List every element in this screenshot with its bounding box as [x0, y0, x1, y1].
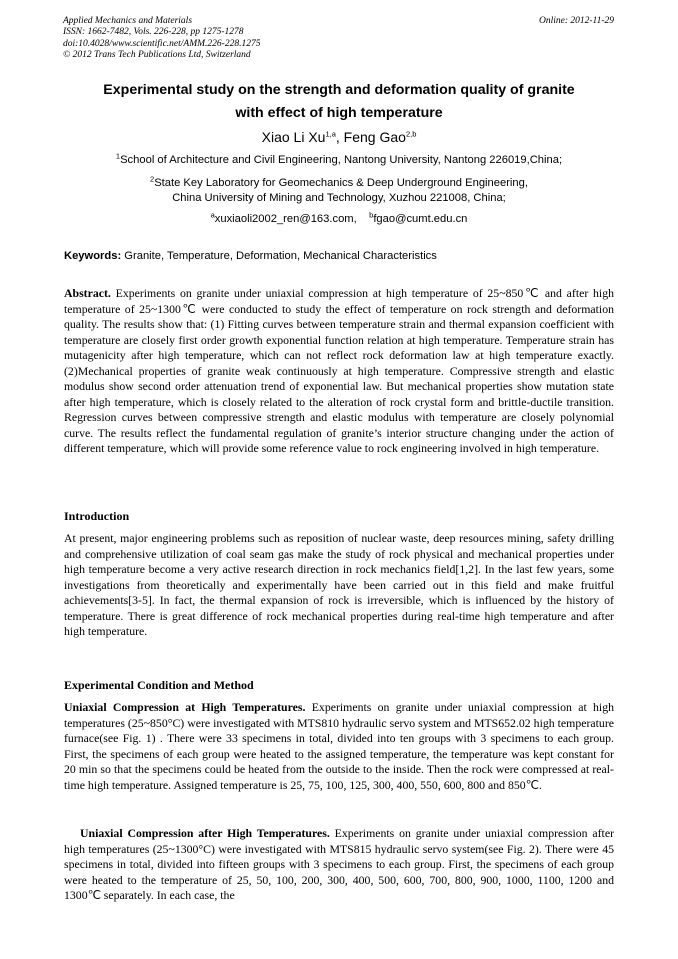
affiliation-1-sup: 1: [115, 151, 121, 161]
affiliation-2-sup: 2: [150, 174, 155, 184]
email-a-sup: a: [210, 210, 215, 220]
affiliation-2: [0, 176, 678, 206]
abstract: [64, 286, 614, 457]
method-paragraph-1: [64, 700, 614, 793]
abstract-label: Abstract.: [64, 286, 111, 300]
method-heading: Experimental Condition and Method: [64, 678, 254, 692]
journal-header: [63, 16, 260, 62]
author-2-name: Feng Gao: [343, 129, 406, 145]
paper-title: [50, 79, 628, 125]
introduction-heading: Introduction: [64, 509, 130, 523]
author-1-name: Xiao Li Xu: [261, 129, 326, 145]
introduction-text: At present, major engineering problems such as reposition of nuclear waste, deep resources mining, safety drilling and comprehensive utilization of coal seam gas make the study of rock physical and mechanical properties under high temperature become a very active research direction in rock mechanics field[1,2]. In the last few years, some investigations from theoretically and experimentally have been carried out in this field and make fruitful achievements[3-5]. In fact, the thermal expansion of rock is irreversible, which is influenced by the history of temperature. There is great difference of rock mechanical properties during real-time high temperature and after high temperature.: [64, 531, 614, 639]
email-a: xuxiaoli2002_ren@163.com,: [214, 213, 357, 225]
method-paragraph-2: [64, 826, 614, 904]
keywords-label: Keywords:: [64, 250, 122, 262]
author-2-sup: 2,b: [405, 129, 417, 139]
abstract-text: Experiments on granite under uniaxial compression at high temperature of 25~850℃ and after high temperature of 25~1300℃ were conducted to study the effect of temperature on rock strength and deformation quality. The results show that: (1) Fitting curves between temperature strain and thermal expansion coefficient with temperature are closely first order growth exponential function relation at high temperature. Temperature strain has mutagenicity after high temperature, which can not reflect rock deformation law at high temperature exactly. (2)Mechanical properties of granite weak continuously at high temperature. Compressive strength and elastic modulus show second order attenuation trend of exponential law. But mechanical properties show mutation state after high temperature, which is closely related to the alteration of rock crystal form and brittle-ductile transition. Regression curves between compressive strength and elastic modulus with temperature are closely polynomial curve. The results reflect the fundamental regulation of granite’s interior structure changing under the action of different temperature, which will provide some reference value to rock engineering involved in high temperature.: [64, 286, 614, 456]
email-b: fgao@cumt.edu.cn: [373, 213, 468, 225]
journal-name: Applied Mechanics and Materials: [63, 16, 193, 26]
keywords: [64, 249, 437, 263]
author-1-sup: 1,a: [325, 129, 336, 139]
author-separator: ,: [335, 129, 344, 145]
method-p1-text: Experiments on granite under uniaxial compression at high temperatures (25~850°C) were investigated with MTS810 hydraulic servo system and MTS652.02 high temperature furnace(see Fig. 1) . There were 33 specimens in total, divided into ten groups with 3 specimens to each group. First, the specimens of each group were heated to the assigned temperature, the temperature was kept constant for 20 min so that the specimens could be heated from the outside to the inside. Then the rock were compressed at real-time high temperature. Assigned temperature is 25, 75, 100, 125, 300, 400, 550, 600, 800 and 850℃.: [64, 700, 614, 792]
doi-line: doi:10.4028/www.scientific.net/AMM.226-228.1275: [63, 38, 261, 49]
issn-line: ISSN: 1662-7482, Vols. 226-228, pp 1275-1278: [63, 27, 244, 38]
affiliation-1: [0, 153, 678, 168]
title-line-2: with effect of high temperature: [235, 105, 443, 121]
affiliation-1-text: School of Architecture and Civil Engineering, Nantong University, Nantong 226019,China;: [120, 154, 563, 166]
method-p2-label: Uniaxial Compression after High Temperatures.: [80, 826, 330, 840]
method-p1-label: Uniaxial Compression at High Temperatures.: [64, 700, 306, 714]
author-list: [0, 128, 678, 146]
email-b-sup: b: [369, 210, 374, 220]
online-date: Online: 2012-11-29: [538, 16, 614, 26]
affiliation-2-line-2: China University of Mining and Technology, Xuzhou 221008, China;: [172, 192, 506, 204]
copyright-line: © 2012 Trans Tech Publications Ltd, Switzerland: [63, 50, 251, 61]
title-line-1: Experimental study on the strength and deformation quality of granite: [103, 82, 575, 98]
method-p2-text: Experiments on granite under uniaxial compression after high temperatures (25~1300°C) were investigated with MTS815 hydraulic servo system(see Fig. 2). There were 45 specimens in total, divided into fifteen groups with 3 specimens to each group. First, the specimens of each group were heated to the temperature of 25, 50, 100, 200, 300, 400, 500, 600, 700, 800, 900, 1000, 1100, 1200 and 1300℃ separately. In each case, the: [64, 826, 614, 903]
keywords-text: Granite, Temperature, Deformation, Mechanical Characteristics: [121, 250, 437, 262]
email-line: [0, 212, 678, 227]
affiliation-2-line-1: State Key Laboratory for Geomechanics & Deep Underground Engineering,: [154, 177, 528, 189]
